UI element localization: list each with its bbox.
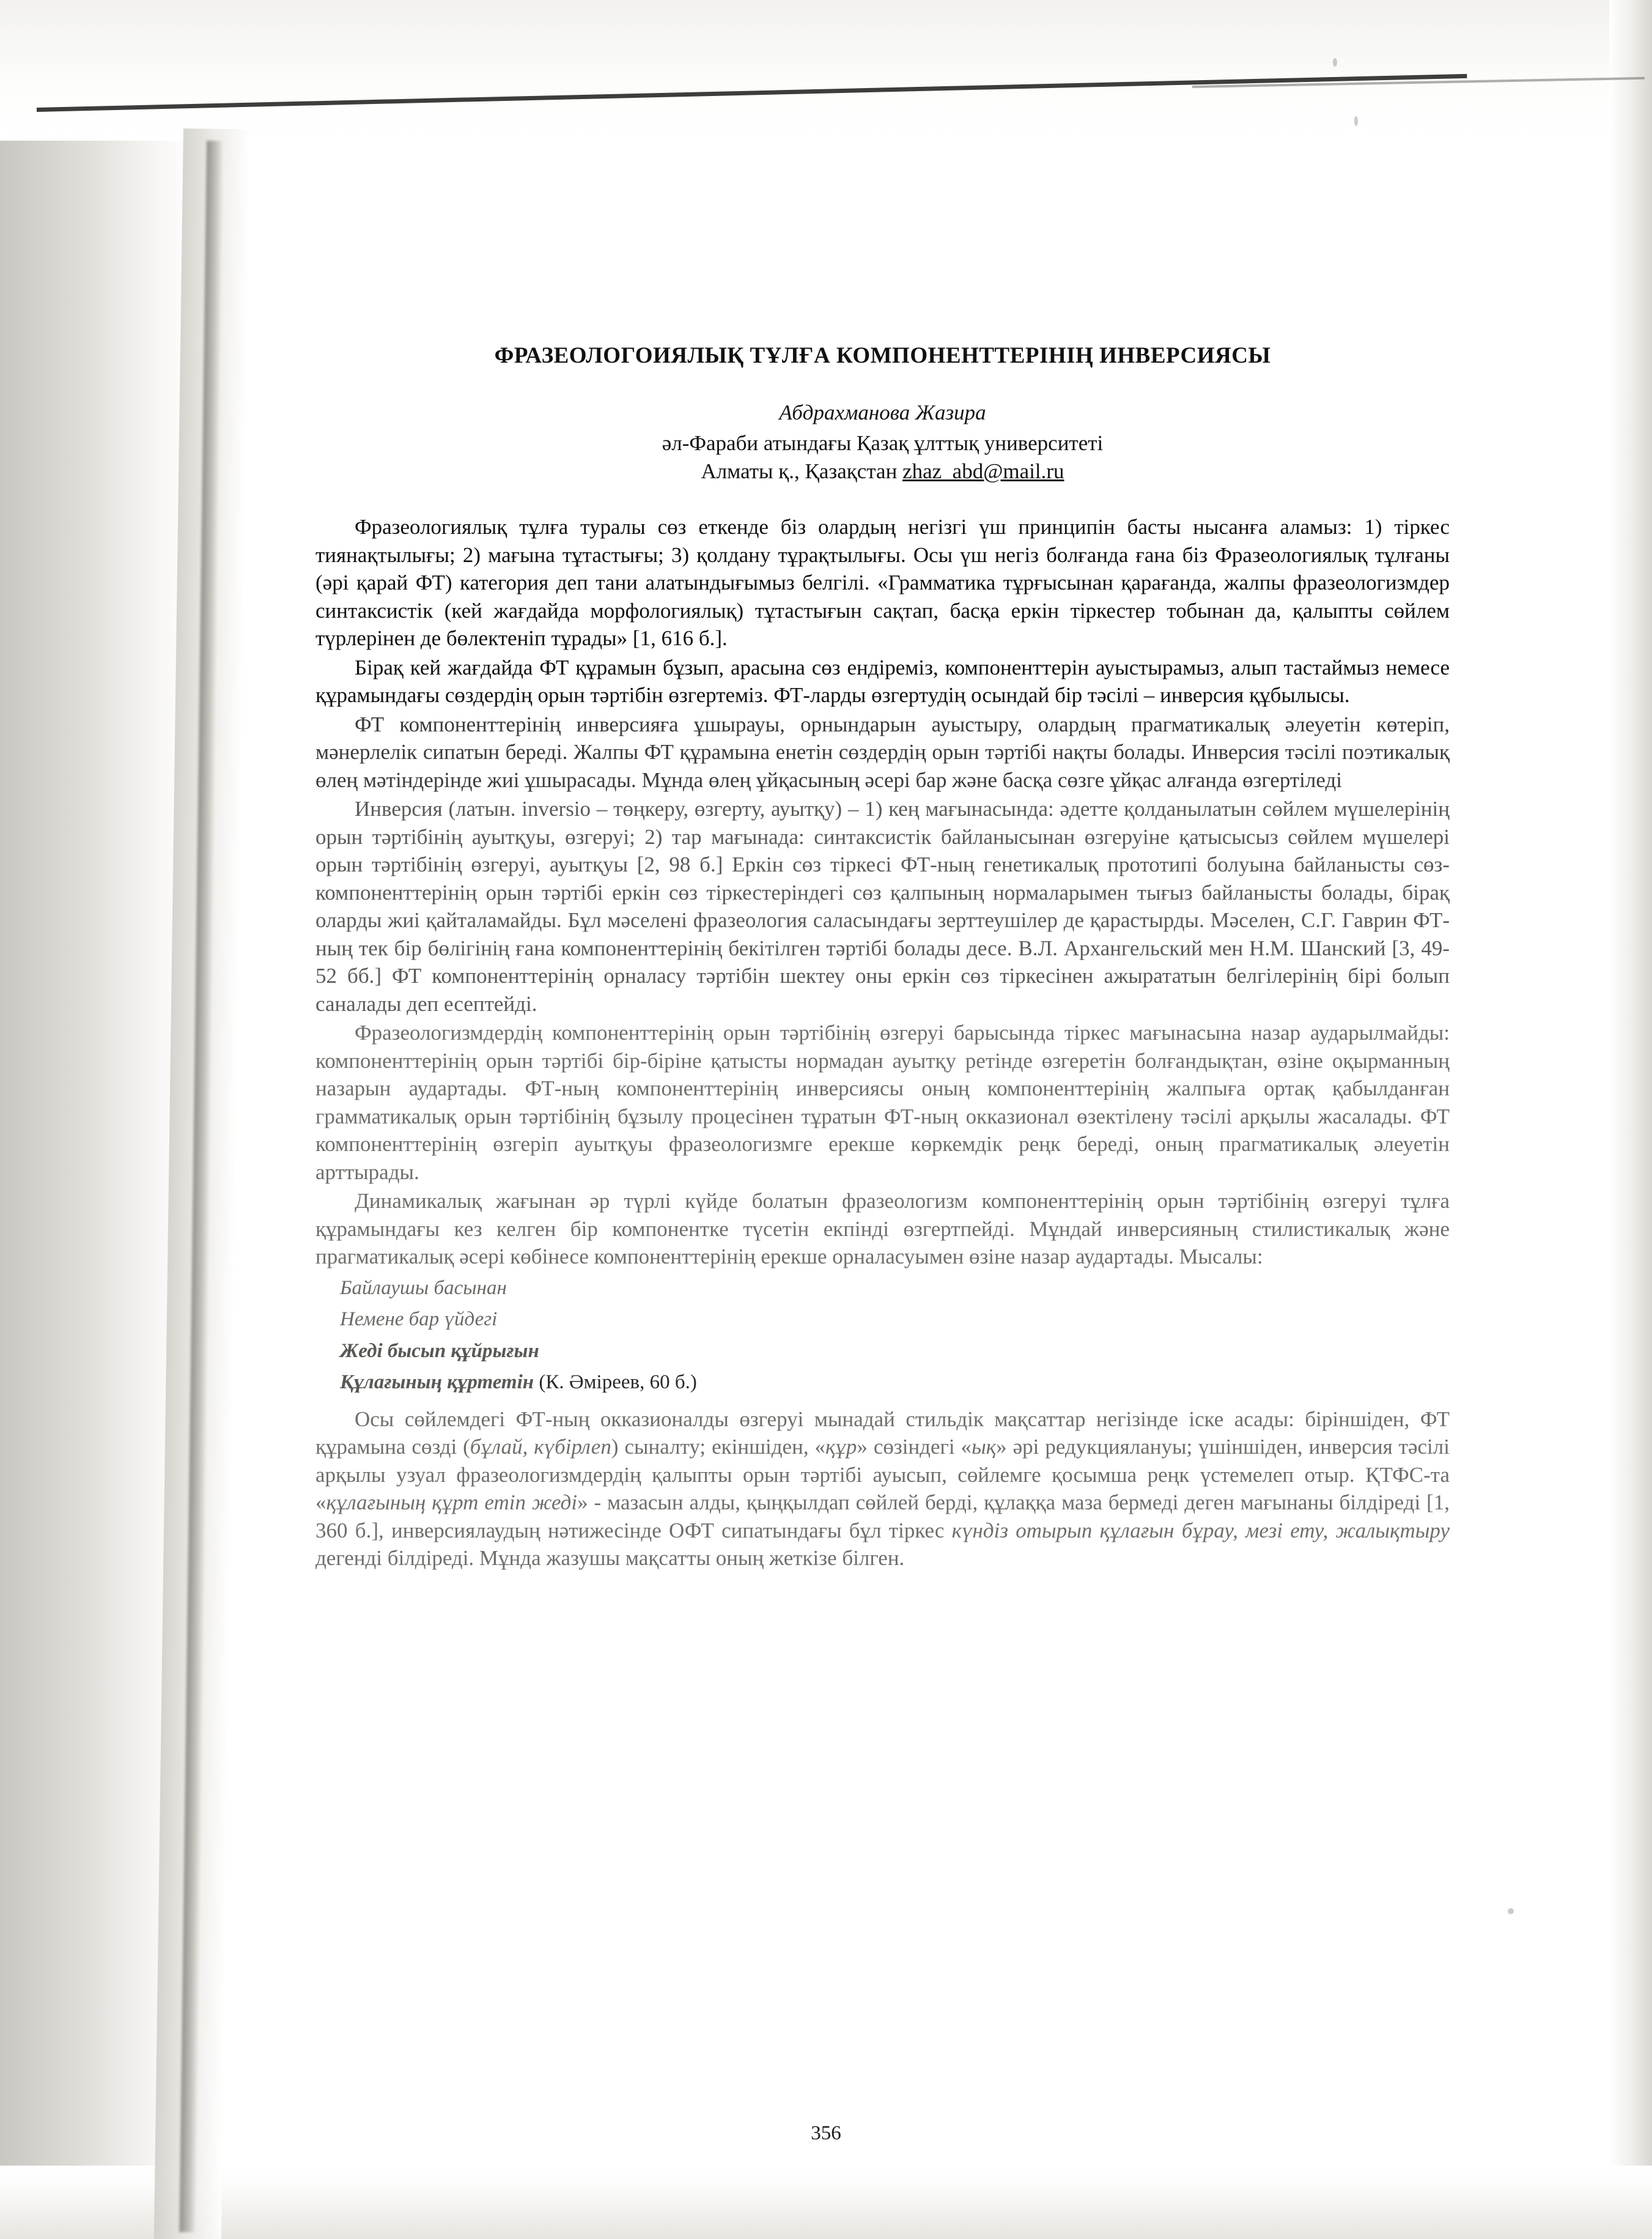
final-part-7: » әрі редукциялануы; үшіншіден, инверсия тәсілі арқылы узуал фразеологизмдердің қалыпты орын тәртібі ауысып, сөйлемге қосымша реңк үстемелеп отыр. ҚТФС-та «: [315, 1435, 1450, 1515]
author-email-link[interactable]: zhaz_abd@mail.ru: [902, 459, 1064, 483]
final-paragraph: [315, 1405, 1450, 1572]
verse-line-1: Байлаушы басынан: [340, 1276, 507, 1299]
final-part-9: » - мазасын алды, қыңқылдап сөйлей берді, құлаққа маза бермеді деген мағынаны білдіреді [1, 360 б.], инверсиялаудың нәтижесінде ОФТ сипатындағы бұл тіркес: [315, 1490, 1450, 1542]
scan-speck: [1333, 58, 1337, 67]
city-country-text: Алматы қ., Қазақстан: [701, 459, 903, 483]
paragraph-5: Фразеологизмдердің компоненттерінің орын тәртібінің өзгеруі барысында тіркес мағынасына назар аударылмайды: компоненттерінің орын тәртібі бір-біріне қатысты нормадан ауытқу ретінде өзгеретін болғандықтан, өзіне оқырманның назарын аудартады. ФТ-ның компоненттерінің инверсиясы оның компоненттерінің жалпыға ортақ қабылданған грамматикалық орын тәртібінің бұзылу процесінен тұратын ФТ-ның окказионал өзектілену тәсілі арқылы жасалады. ФТ компоненттерінің өзгеріп ауытқуы фразеологизмге ерекше көркемдік реңк береді, оның прагматикалық әлеуетін арттырады.: [315, 1021, 1450, 1184]
paragraph-4: Инверсия (латын. inversio – төңкеру, өзгерту, ауытқу) – 1) кең мағынасында: әдетте қолданылатын сөйлем мүшелерінің орын тәртібінің ауытқуы, өзгеруі; 2) тар мағынада: синтаксистік байланысынан өзгеруіне қатысысыз сөйлем мүшелері орын тәртібінің өзгеруі, ауытқуы [2, 98 б.] Еркін сөз тіркесі ФТ-ның генетикалық прототипі болуына байланысты сөз-компоненттерінің орын тәртібі еркін сөз тіркестеріндегі сөз қалпының нормаларымен тығыз байланысты болады, бірақ оларды жиі қайталамайды. Бұл мәселені фразеология саласындағы зерттеушілер де қарастырды. Мәселен, С.Г. Гаврин ФТ-ның тек бір бөлігінің ғана компоненттерінің бекітілген тәртібі болады десе. В.Л. Архангельский мен Н.М. Шанский [3, 49-52 бб.] ФТ компоненттерінің орналасу тәртібін шектеу оны еркін сөз тіркесінен ажырататын белгілерінің бірі болып саналады деп есептейді.: [315, 797, 1450, 1016]
paragraph-3: ФТ компоненттерінің инверсияға ұшырауы, орнындарын ауыстыру, олардың прагматикалық әлеуетін көтеріп, мәнерлелік сипатын береді. Жалпы ФТ құрамына енетін сөздердің орын тәртібі нақты болады. Инверсия тәсілі поэтикалық өлең мәтіндерінде жиі ұшырасады. Мұнда өлең ұйқасының әсері бар және басқа сөзге ұйқас алғанда өзгертіледі: [315, 712, 1450, 792]
final-part-2-italic: бұлай, күбірлеп: [470, 1435, 611, 1459]
final-part-4-italic: құр: [825, 1435, 857, 1459]
document-body: [315, 342, 1450, 1574]
final-part-10-italic: күндіз отырып құлағын бұрау, мезі ету, жалықтыру: [951, 1518, 1450, 1542]
paragraph-6: Динамикалық жағынан әр түрлі күйде болатын фразеологизм компоненттерінің орын тәртібінің өзгеруі тұлға құрамындағы кез келген бір компонентке түсетін екпінді өзгертпейді. Мұндай инверсияның стилистикалық және прагматикалық әсері көбінесе компоненттерінің ерекше орналасуымен өзіне назар аудартады. Мысалы:: [315, 1189, 1450, 1268]
paragraph-2: Бірақ кей жағдайда ФТ құрамын бұзып, арасына сөз ендіреміз, компоненттерін ауыстырамыз, алып тастаймыз немесе құрамындағы сөздердің орын тәртібін өзгертеміз. ФТ-ларды өзгертудің осындай бір тәсілі – инверсия құбылысы.: [315, 655, 1450, 707]
scan-right-margin-shadow: [1609, 0, 1652, 2239]
verse-line-3: Жеді бысып құйрығын: [340, 1339, 539, 1362]
final-part-11: дегенді білдіреді. Мұнда жазушы мақсатты оның жеткізе білген.: [315, 1546, 905, 1571]
verse-line-2: Немене бар үйдегі: [340, 1308, 498, 1331]
affiliation-line-2: [315, 459, 1450, 484]
scan-speck: [1354, 116, 1358, 126]
final-part-8-italic: құлағының құрт етіп жеді: [326, 1490, 578, 1515]
final-part-6-italic: ық: [972, 1435, 997, 1459]
scan-top-shadow: [0, 0, 1652, 141]
paragraph-1: Фразеологиялық тұлға туралы сөз еткенде біз олардың негізгі үш принципін басты нысанға аламыз: 1) тіркес тиянақтылығы; 2) мағына тұтастығы; 3) қолдану тұрақтылығы. Осы үш негіз болғанда ғана біз Фразеологиялық тұлғаны (әрі қарай ФТ) категория деп тани алатындығымыз белгілі. «Грамматика тұрғысынан қарағанда, жалпы фразеологизмдер синтаксистік (кей жағдайда морфологиялық) тұтастығын сақтап, басқа еркін тіркестер тобынан да, қалыпты сөйлем түрлерінен де бөлектеніп тұрады» [1, 616 б.].: [315, 515, 1450, 650]
page-title: ФРАЗЕОЛОГОИЯЛЫҚ ТҰЛҒА КОМПОНЕНТТЕРІНІҢ ИНВЕРСИЯСЫ: [494, 343, 1271, 368]
scan-speck: [1508, 1908, 1514, 1914]
verse-line-4: [340, 1369, 1450, 1397]
scan-bottom-shadow: [0, 2166, 1652, 2239]
verse-line-4-text: Құлағының құртетін: [340, 1371, 534, 1394]
final-part-3: ) сыналту; екіншіден, «: [611, 1435, 826, 1459]
final-part-5: » сөзіндегі «: [857, 1435, 972, 1459]
final-part-1: Осы сөйлемдегі ФТ-ның окказионалды өзгеруі мынадай стильдік мақсаттар негізінде іске асады: біріншіден, ФТ құрамына сөзді (: [315, 1407, 1450, 1459]
affiliation-line-1: әл-Фараби атындағы Қазақ ұлттық университеті: [662, 431, 1104, 455]
page-number: 356: [811, 2122, 841, 2144]
author-name: Абдрахманова Жазира: [779, 401, 986, 424]
verse-citation: (К. Әміреев, 60 б.): [534, 1371, 697, 1394]
